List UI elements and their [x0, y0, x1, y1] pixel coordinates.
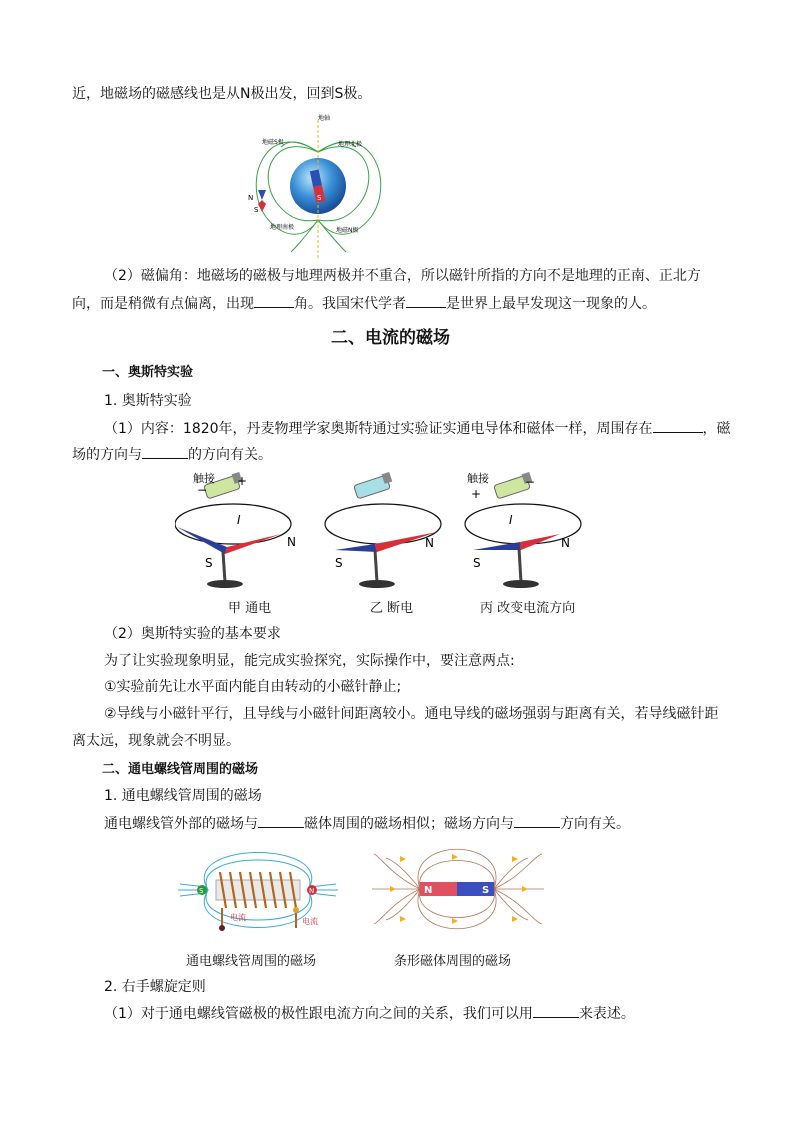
blank-field[interactable]	[653, 418, 703, 433]
declination-line1: （2）磁偏角：地磁场的磁极与地理两极并不重合，所以磁针所指的方向不是地理的正南、正北方	[104, 268, 701, 284]
oersted-content-line1: （1）内容：1820年，丹麦物理学家奥斯特通过实验证实通电导体和磁体一样，周围存在 ，磁	[104, 418, 731, 439]
solenoid-text: 通电螺线管外部的磁场与 磁体周围的磁场相似；磁场方向与 方向有关。	[104, 813, 630, 834]
mag-s-label: 地磁S极	[262, 139, 284, 146]
oersted-experiment-figure	[175, 472, 595, 597]
svg-text:N: N	[287, 535, 296, 549]
section-title: 二、电流的磁场	[331, 328, 450, 348]
svg-text:+: +	[237, 474, 248, 488]
blank-bar-magnet[interactable]	[258, 813, 304, 828]
svg-text:I: I	[237, 513, 241, 527]
svg-text:触接: 触接	[467, 472, 489, 485]
panel-powered	[175, 472, 296, 588]
right-hand-rule-text: （1）对于通电螺线管磁极的极性跟电流方向之间的关系，我们可以用 来表述。	[104, 1003, 635, 1024]
earth-magnetic-field-figure	[246, 112, 391, 260]
svg-text:S: S	[473, 556, 481, 570]
geo-south-label: 地理南极	[270, 224, 295, 231]
geo-north-label: 地理北极	[338, 141, 363, 148]
solenoid-field-figure	[178, 840, 338, 935]
req-item-2-cont: 离太远，现象就会不明显。	[72, 733, 240, 749]
blank-declination-angle[interactable]	[254, 293, 294, 308]
svg-text:S: S	[205, 556, 213, 570]
blank-current[interactable]	[514, 813, 560, 828]
svg-text:电流: 电流	[230, 913, 246, 922]
panel-disconnected	[325, 472, 441, 588]
svg-text:N: N	[309, 887, 315, 895]
declination-line2: 向，而是稍微有点偏离，出现 角。我国宋代学者 是世界上最早发现这一现象的人。	[72, 293, 656, 314]
touch-label: 触接	[193, 472, 215, 485]
svg-text:电流: 电流	[302, 917, 318, 926]
intro-line: 近，地磁场的磁感线也是从N极出发，回到S极。	[72, 86, 372, 102]
req-item-1: ①实验前先让水平面内能自由转动的小磁针静止;	[104, 679, 402, 695]
oersted-heading: 一、奥斯特实验	[102, 365, 194, 380]
oersted-sub1: 1. 奥斯特实验	[104, 393, 192, 409]
bar-magnet-field-figure	[372, 846, 544, 932]
panel-reversed	[465, 472, 581, 588]
svg-text:+: +	[471, 487, 482, 501]
caption-solenoid: 通电螺线管周围的磁场	[186, 954, 317, 969]
svg-text:−: −	[197, 483, 208, 497]
svg-text:−: −	[525, 475, 536, 489]
oersted-content-line2: 场的方向与 的方向有关。	[72, 444, 272, 465]
req-intro: 为了让实验现象明显，能完成实验探究，实际操作中，要注意两点:	[104, 653, 515, 669]
blank-current-direction[interactable]	[142, 444, 188, 459]
blank-song-scholar[interactable]	[406, 293, 446, 308]
caption-powered: 甲 通电	[228, 601, 272, 616]
compass-needle	[258, 190, 266, 200]
svg-text:S: S	[317, 194, 322, 202]
blank-rule[interactable]	[533, 1003, 579, 1018]
svg-text:N: N	[424, 885, 433, 896]
compass-n-label: N	[248, 194, 254, 202]
req-item-2: ②导线与小磁针平行，且导线与小磁针间距离较小。通电导线的磁场强弱与距离有关，若导线磁针距	[104, 706, 719, 722]
caption-reversed: 丙 改变电流方向	[480, 601, 576, 616]
mag-n-label: 地磁N极	[336, 227, 359, 234]
svg-text:N: N	[425, 536, 434, 550]
right-hand-rule-heading: 2. 右手螺旋定则	[104, 979, 206, 995]
svg-text:S: S	[482, 885, 490, 896]
solenoid-sub1: 1. 通电螺线管周围的磁场	[104, 788, 262, 804]
caption-disconnected: 乙 断电	[370, 601, 414, 616]
svg-text:S: S	[335, 556, 343, 570]
axis-label: 地轴	[318, 115, 331, 122]
svg-text:S: S	[199, 887, 204, 895]
solenoid-heading: 二、通电螺线管周围的磁场	[102, 762, 259, 777]
req-title: （2）奥斯特实验的基本要求	[104, 626, 281, 642]
compass-s-label: S	[254, 206, 259, 214]
svg-text:N: N	[561, 536, 570, 550]
svg-text:I: I	[509, 513, 513, 527]
caption-bar-magnet: 条形磁体周围的磁场	[394, 954, 512, 969]
